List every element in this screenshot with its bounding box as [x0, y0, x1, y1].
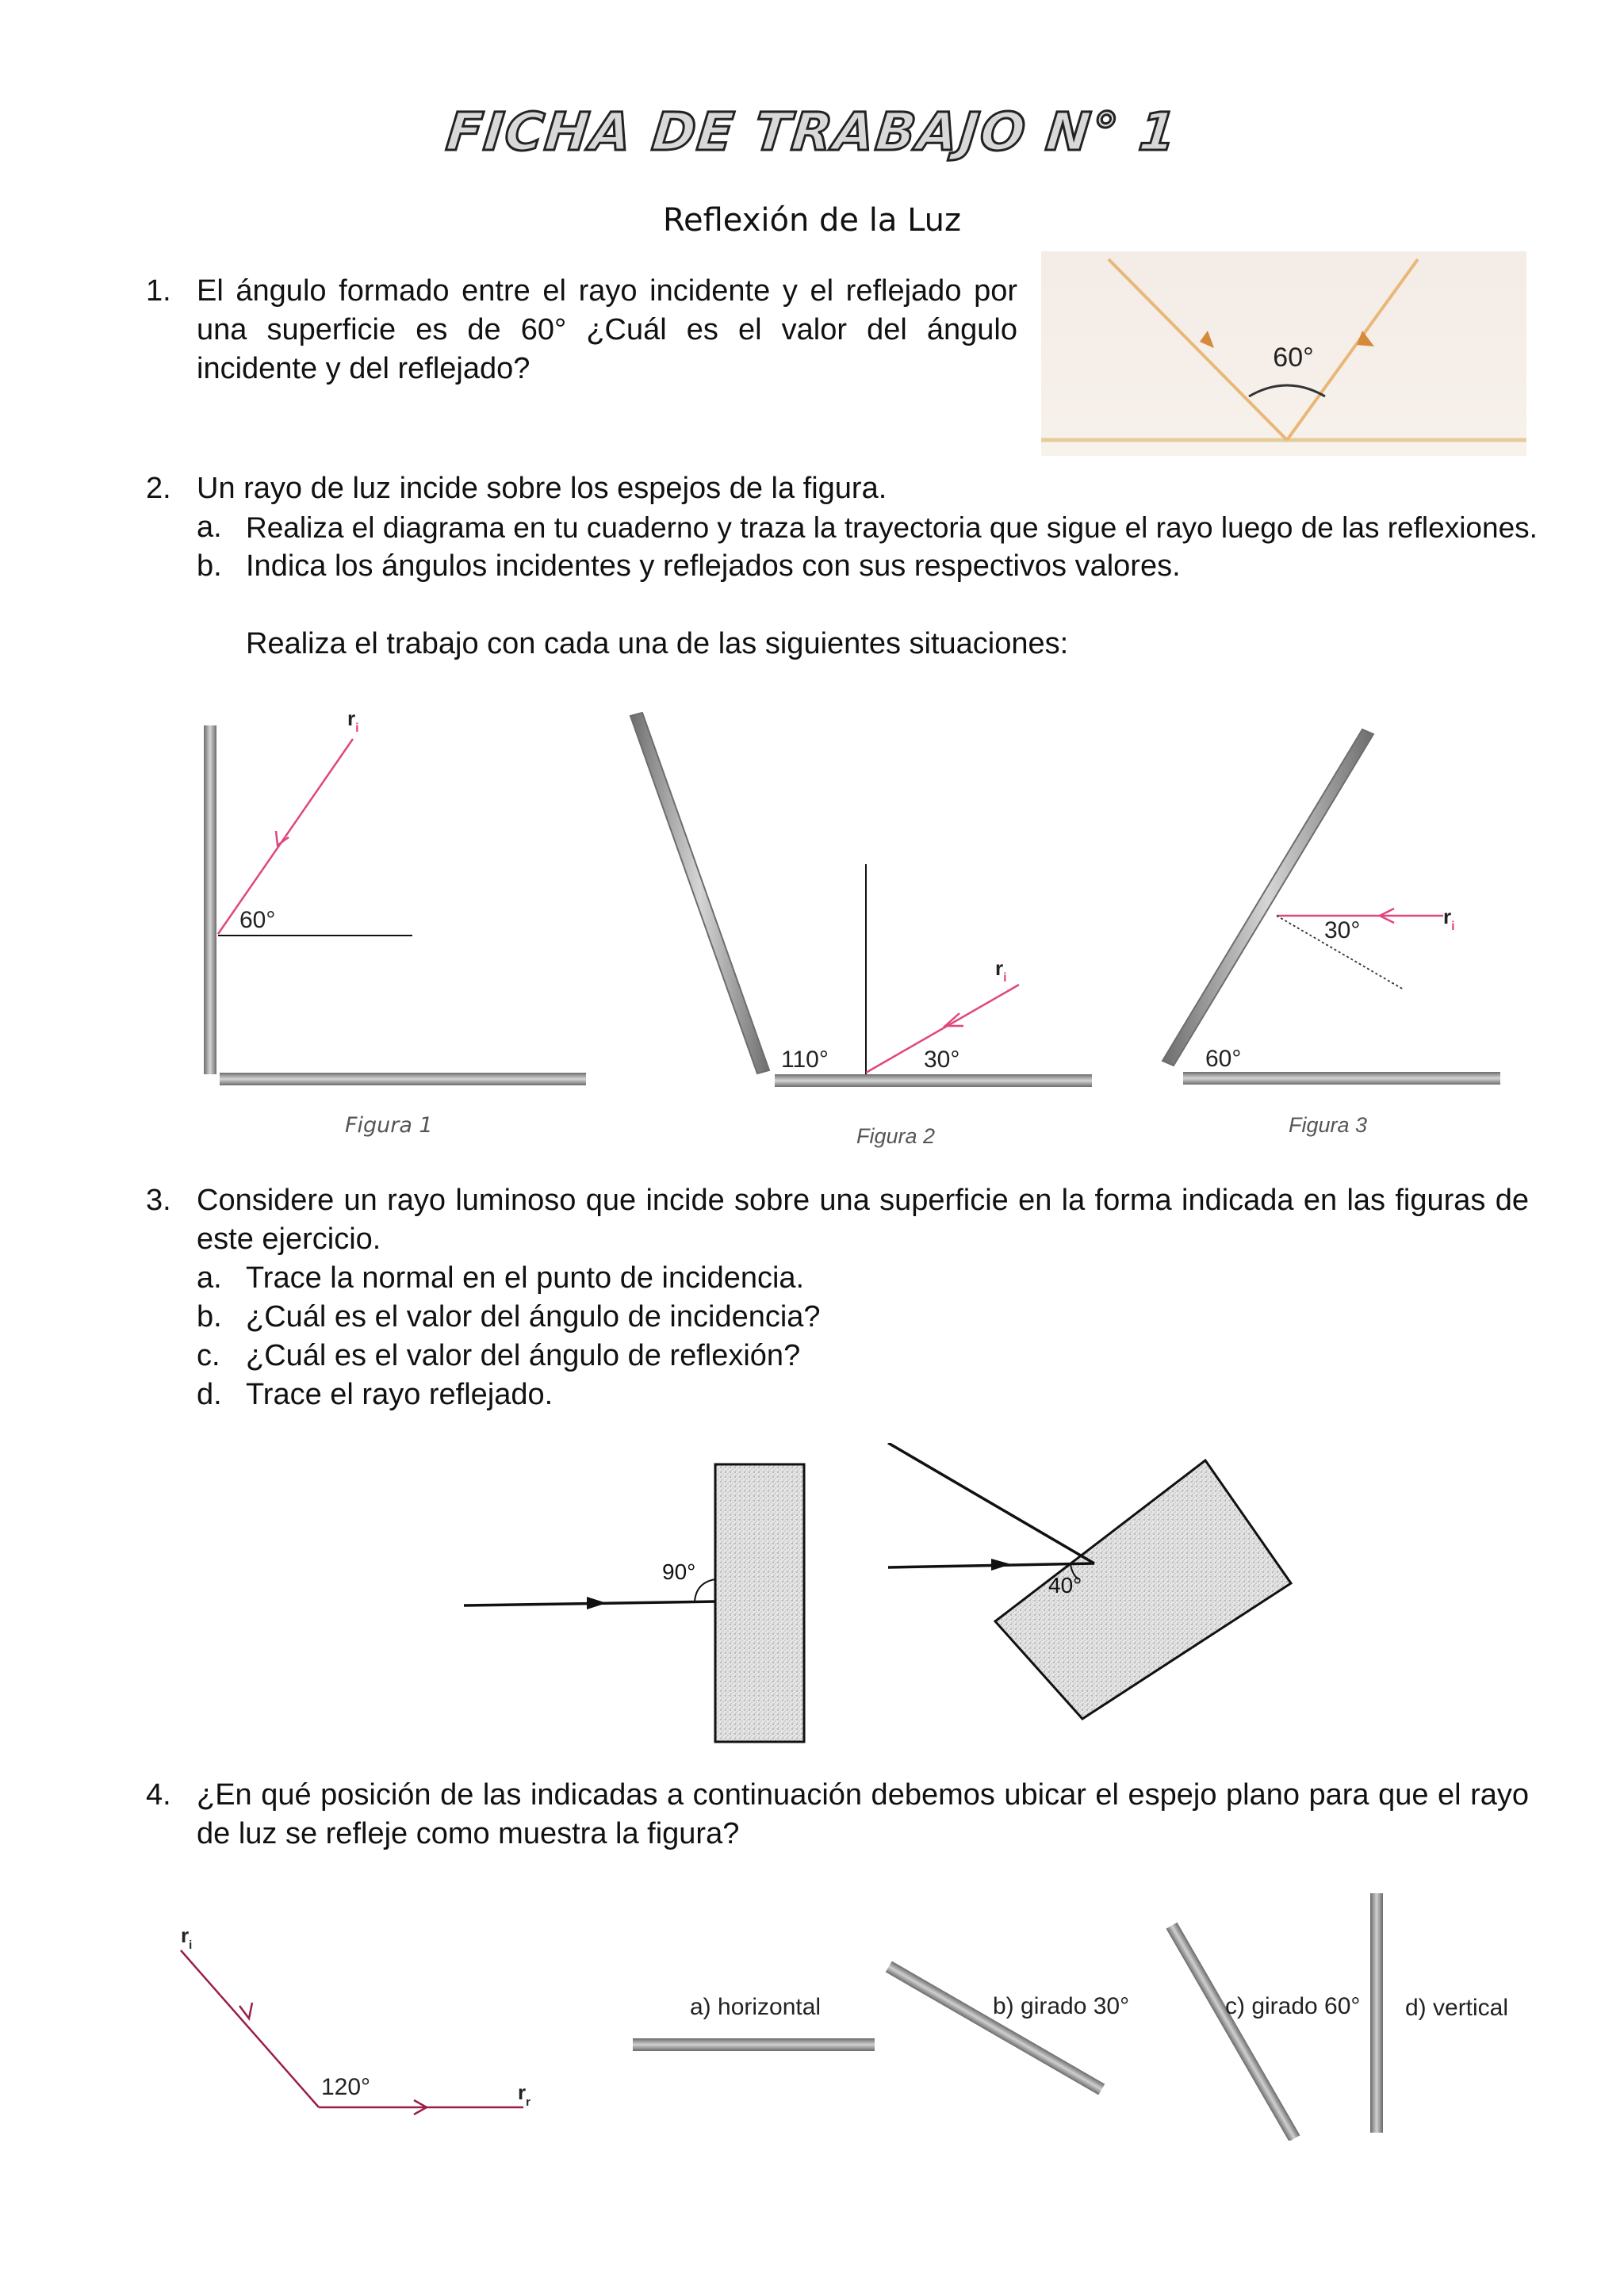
q4-incident-ray [181, 1950, 319, 2107]
q4-incident-arrow [239, 2003, 252, 2019]
figure-1 [204, 706, 586, 1138]
q4-option-c [1166, 1923, 1361, 2141]
q4-option-c-label: c) girado 60° [1225, 1993, 1361, 2019]
q2-figures [182, 698, 1530, 1158]
fig2-caption: Figura 2 [856, 1124, 936, 1148]
q2-item-b: Indica los ángulos incidentes y reflejados con sus respectivos valores. [246, 549, 1181, 583]
q4-mirror-horizontal [633, 2038, 875, 2051]
q2-text: Un rayo de luz incide sobre los espejos de la figura. [197, 472, 887, 505]
q3-item-b-letter: b. [197, 1300, 222, 1334]
q3-figure-right [888, 1443, 1291, 1719]
q1-number: 1. [146, 274, 171, 308]
q3-block-tilted [995, 1460, 1291, 1719]
page-title: FICHA DE TRABAJO N° 1 [443, 101, 1181, 163]
q3-block-vertical [715, 1464, 804, 1742]
page-subtitle: Reflexión de la Luz [662, 202, 961, 239]
q3-text: Considere un rayo luminoso que incide sobre una superficie en la forma indicada en las figuras de este ejercicio. [197, 1184, 1529, 1256]
q2-item-a: Realiza el diagrama en tu cuaderno y traza la trayectoria que sigue el rayo luego de las reflexiones. [246, 511, 1538, 544]
fig1-angle-label: 60° [239, 907, 276, 933]
q3-item-b: ¿Cuál es el valor del ángulo de incidencia? [246, 1300, 821, 1334]
q1-incident-ray [1109, 259, 1287, 440]
q4-rr-label: $r_r$ [518, 2080, 530, 2109]
fig2-horizontal-mirror [775, 1074, 1092, 1087]
fig2-ray-label: $r_i$ [995, 956, 1007, 985]
q3-angle-label-2: 40° [1048, 1573, 1082, 1598]
fig2-ray-arrow [945, 1013, 963, 1026]
q2-number: 2. [146, 472, 171, 505]
fig1-horizontal-mirror [220, 1073, 586, 1085]
q3-item-a-letter: a. [197, 1261, 222, 1295]
q3-item-a: Trace la normal en el punto de incidencia. [246, 1261, 805, 1295]
q3-number: 3. [146, 1184, 171, 1217]
q3-arrow-1 [587, 1597, 607, 1609]
q4-option-a [633, 1994, 875, 2051]
fig1-vertical-mirror [204, 725, 216, 1074]
q4-figures [159, 1879, 1538, 2141]
q3-angle-arc-1 [695, 1579, 715, 1601]
q1-arrow-1 [1200, 331, 1214, 348]
q4-option-d [1370, 1893, 1508, 2133]
fig2-ray-angle: 30° [924, 1047, 960, 1073]
q4-mirror-vertical [1370, 1893, 1383, 2133]
fig3-ray-label: $r_i$ [1443, 905, 1455, 933]
figure-3 [1162, 729, 1500, 1137]
q4-mirror-30 [886, 1961, 1105, 2095]
q3-figures [444, 1443, 1348, 1752]
q1-text: El ángulo formado entre el rayo incidente y el reflejado por una superficie es de 60° ¿Cuál es el valor del ángulo incidente y del reflejado? [197, 274, 1017, 385]
fig3-tilted-mirror [1162, 729, 1373, 1066]
q3-ray-2 [888, 1443, 1094, 1563]
q3-item-d-letter: d. [197, 1378, 222, 1411]
figure-2 [630, 713, 1092, 1148]
fig3-mirror-angle: 60° [1205, 1046, 1242, 1072]
fig3-horizontal-mirror [1183, 1072, 1500, 1085]
q1-diagram [1041, 251, 1526, 456]
fig1-incident-ray [218, 739, 353, 934]
fig3-caption: Figura 3 [1289, 1113, 1368, 1137]
fig3-ray-angle: 30° [1324, 917, 1361, 943]
q4-text: ¿En qué posición de las indicadas a continuación debemos ubicar el espejo plano para que el rayo de luz se refleje como muestra la figura? [197, 1778, 1529, 1850]
q4-ray-figure [181, 1923, 530, 2114]
q4-ri-label: $r_i$ [181, 1923, 193, 1952]
q2-item-a-letter: a. [197, 511, 222, 544]
q4-option-a-label: a) horizontal [690, 1994, 822, 2020]
fig1-ray-label: $r_i$ [347, 706, 359, 735]
q1-figure [1041, 251, 1526, 456]
q1-angle-label: 60° [1273, 342, 1314, 373]
q3-item-d: Trace el rayo reflejado. [246, 1378, 553, 1411]
q3-item-c: ¿Cuál es el valor del ángulo de reflexión? [246, 1339, 801, 1372]
q4-option-b [886, 1961, 1129, 2095]
q3-figure-left [464, 1464, 804, 1742]
fig2-tilted-mirror [630, 713, 769, 1073]
q3-item-c-letter: c. [197, 1339, 220, 1372]
q3-angle-label-1: 90° [662, 1559, 696, 1584]
q4-option-b-label: b) girado 30° [993, 1993, 1130, 2019]
q4-mirror-60 [1166, 1923, 1300, 2141]
q1-angle-arc [1249, 385, 1325, 396]
q2-item-b-letter: b. [197, 549, 222, 583]
q4-number: 4. [146, 1778, 171, 1812]
fig2-mirror-angle: 110° [781, 1047, 829, 1073]
q4-option-d-label: d) vertical [1405, 1995, 1509, 2021]
q3-arrow-2 [991, 1559, 1011, 1571]
fig1-caption: Figura 1 [345, 1113, 433, 1138]
q2-instruction: Realiza el trabajo con cada una de las siguientes situaciones: [246, 627, 1069, 660]
q4-angle-label: 120° [321, 2074, 371, 2100]
